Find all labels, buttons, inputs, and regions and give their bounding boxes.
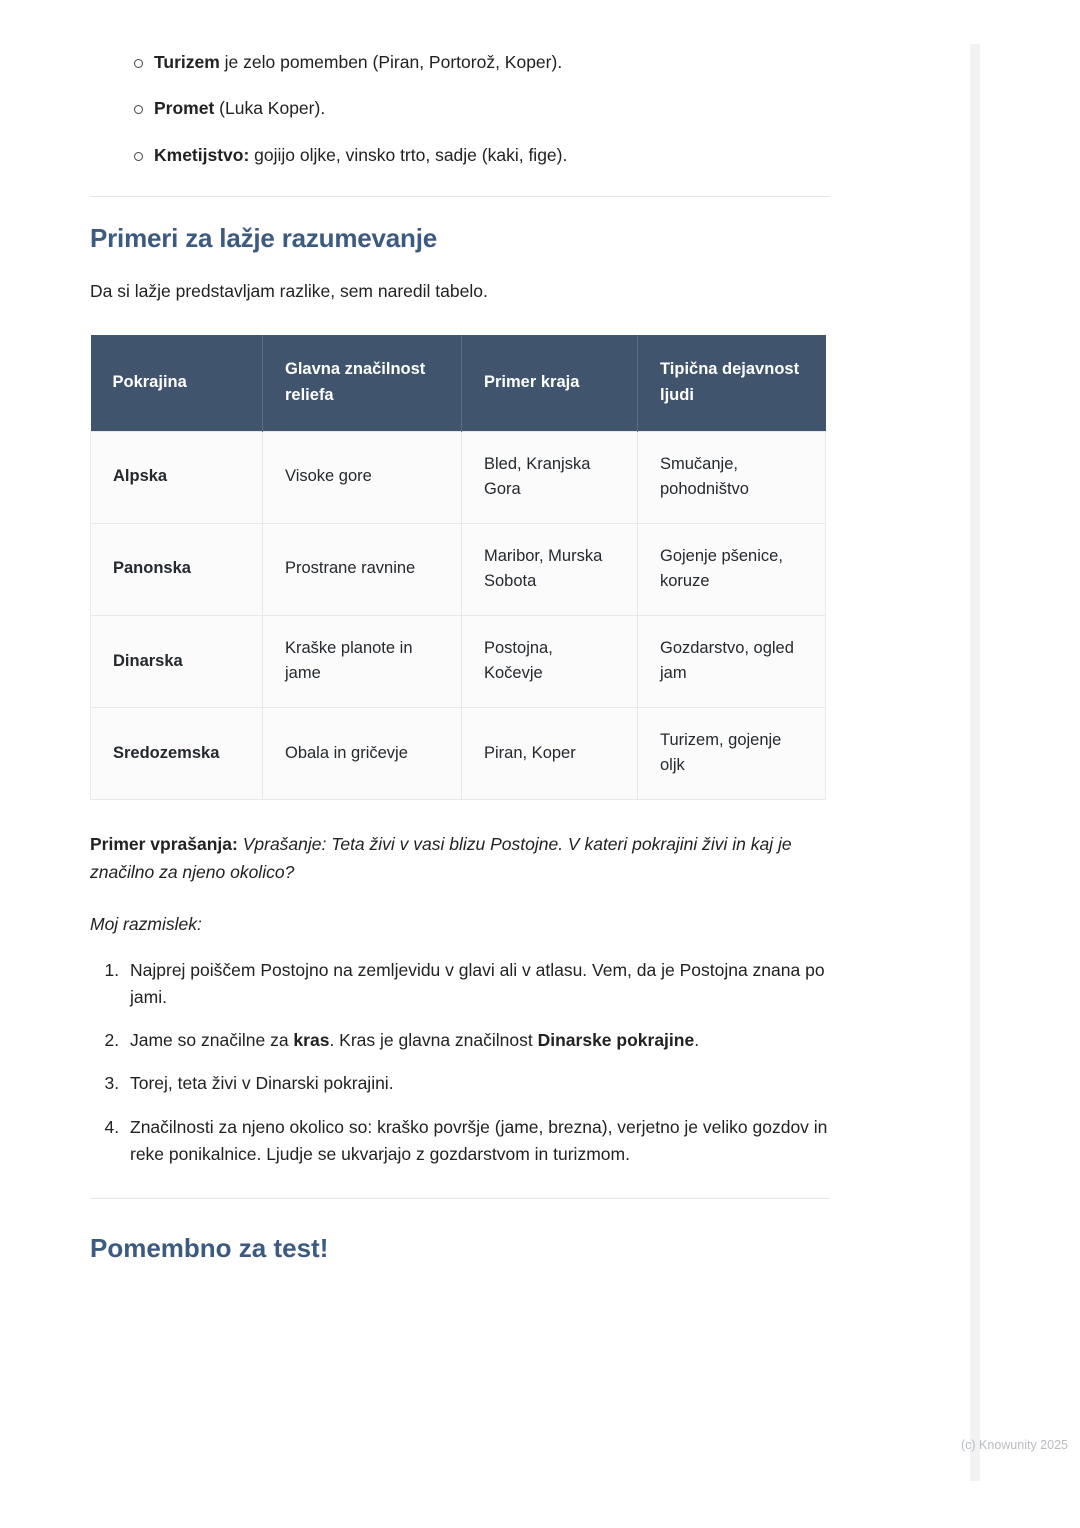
table-cell: Obala in gričevje: [263, 707, 462, 799]
reasoning-label: Moj razmislek:: [90, 914, 202, 934]
table-cell: Panonska: [91, 523, 263, 615]
list-item: [124, 1114, 830, 1168]
table-row: [91, 431, 826, 523]
bullet-text: (Luka Koper).: [214, 98, 326, 119]
table-row: [91, 615, 826, 707]
table-cell: Prostrane ravnine: [263, 523, 462, 615]
table-cell: Smučanje, pohodništvo: [638, 431, 826, 523]
scrollbar-track[interactable]: [970, 44, 980, 1481]
final-heading: Pomembno za test!: [90, 1232, 329, 1263]
step-text: Najprej poiščem Postojno na zemljevidu v glavi ali v atlasu. Vem, da je Postojna znana po jami.: [130, 960, 825, 1008]
table-cell: Dinarska: [91, 615, 263, 707]
intro-paragraph: Da si lažje predstavljam razlike, sem naredil tabelo.: [90, 281, 488, 302]
table-cell: Piran, Koper: [462, 707, 638, 799]
bullet-text: je zelo pomemben (Piran, Portorož, Koper).: [219, 52, 563, 72]
table-header-cell: Glavna značilnost reliefa: [263, 335, 462, 431]
step-emphasis: Dinarske pokrajine: [537, 1030, 695, 1051]
bullet-term: Turizem: [154, 52, 220, 72]
table-cell: Postojna, Kočevje: [462, 615, 638, 707]
table-cell: Gozdarstvo, ogled jam: [638, 615, 826, 707]
reasoning-steps: [90, 957, 830, 1168]
section-heading: Primeri za lažje razumevanje: [90, 223, 438, 254]
table-cell: Gojenje pšenice, koruze: [638, 523, 826, 615]
list-item: [90, 143, 830, 168]
bullet-term: Promet: [154, 98, 215, 119]
example-question: [90, 830, 830, 886]
table-header-row: [91, 335, 826, 431]
document-content: [90, 0, 830, 1264]
list-item: [90, 50, 830, 75]
step-text: .: [694, 1030, 700, 1051]
list-item: [90, 96, 830, 121]
bullet-term: Kmetijstvo:: [154, 144, 250, 165]
step-text: Torej, teta živi v Dinarski pokrajini.: [130, 1073, 394, 1094]
example-text: Vprašanje: Teta živi v vasi blizu Postojne. V kateri pokrajini živi in kaj je značilno za njeno okolico?: [90, 834, 792, 882]
table-row: [91, 707, 826, 799]
table-row: [91, 523, 826, 615]
bullet-list: [90, 0, 830, 168]
table-cell: Visoke gore: [263, 431, 462, 523]
divider: [90, 196, 830, 197]
table-header-cell: Pokrajina: [91, 335, 263, 431]
table-cell: Turizem, gojenje oljk: [638, 707, 826, 799]
table-cell: Alpska: [91, 431, 263, 523]
table-cell: Maribor, Murska Sobota: [462, 523, 638, 615]
step-text: Značilnosti za njeno okolico so: kraško površje (jame, brezna), verjetno je veliko gozdov in reke ponikalnice. Ljudje se ukvarjajo z gozdarstvom in turizmom.: [130, 1116, 828, 1164]
list-item: [124, 957, 830, 1011]
regions-table: [90, 335, 826, 800]
list-item: [124, 1027, 830, 1054]
table-header-cell: Tipična dejavnost ljudi: [638, 335, 826, 431]
table-cell: Bled, Kranjska Gora: [462, 431, 638, 523]
divider: [90, 1198, 830, 1199]
right-margin: [960, 0, 1080, 1528]
bullet-text: gojijo oljke, vinsko trto, sadje (kaki, fige).: [249, 144, 568, 165]
example-label: Primer vprašanja:: [90, 834, 238, 854]
table-header-cell: Primer kraja: [462, 335, 638, 431]
step-text: . Kras je glavna značilnost: [329, 1030, 538, 1051]
table-cell: Sredozemska: [91, 707, 263, 799]
watermark: (c) Knowunity 2025: [960, 1438, 1068, 1452]
list-item: [124, 1070, 830, 1097]
step-text: Jame so značilne za: [130, 1030, 294, 1051]
step-emphasis: kras: [293, 1030, 330, 1051]
table-cell: Kraške planote in jame: [263, 615, 462, 707]
